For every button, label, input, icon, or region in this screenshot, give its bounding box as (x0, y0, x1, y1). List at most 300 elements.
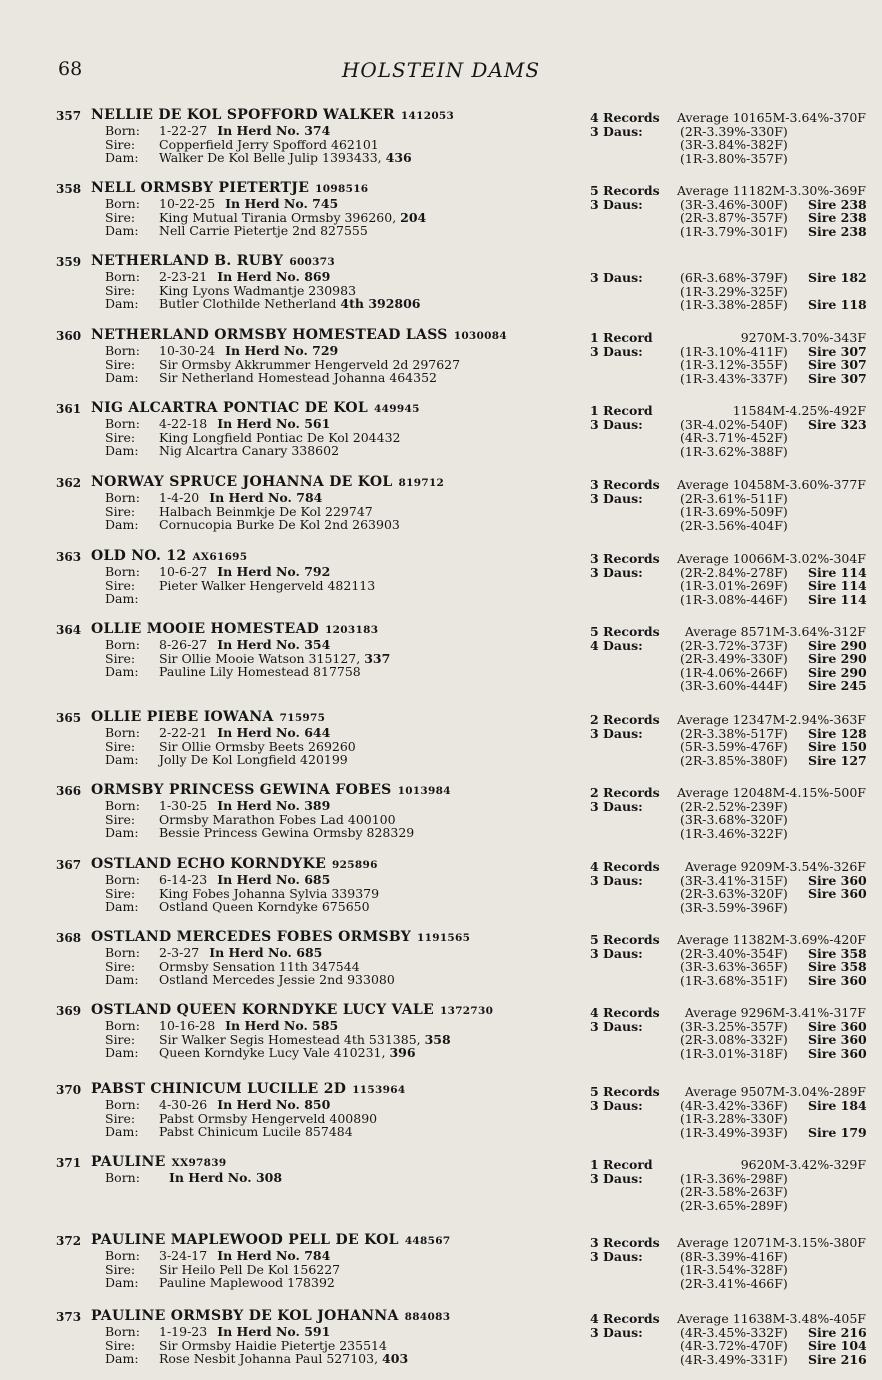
daughters-label: 3 Daus: (590, 945, 643, 961)
daughter-row (590, 1020, 872, 1034)
dam-label: Dam: (105, 443, 139, 459)
records-row (590, 1312, 872, 1326)
daughter-record: (1R-3.49%-393F) (680, 1124, 788, 1140)
daughter-sire: Sire 238 (808, 210, 867, 226)
entry-number: 368 (56, 931, 82, 945)
daughter-sire: Sire 360 (808, 1018, 867, 1034)
daughter-row (590, 1353, 872, 1367)
daughter-record: (3R-3.59%-396F) (680, 899, 788, 915)
herd-value: 729 (312, 343, 339, 358)
herd-label: In Herd No. (209, 945, 292, 960)
dam-details (91, 1003, 591, 1060)
dam-name: NELLIE DE KOL SPOFFORD WALKER (91, 107, 395, 123)
daughter-sire: Sire 307 (808, 370, 867, 386)
daughter-record: (3R-3.84%-382F) (680, 137, 788, 153)
records-count: 1 Record (590, 1157, 653, 1172)
daughters-label: 4 Daus: (590, 637, 643, 653)
daughter-row (590, 652, 872, 666)
production-records (590, 933, 872, 987)
born-line (91, 726, 591, 740)
sire-line (91, 284, 591, 298)
dam-name-line (91, 1233, 591, 1249)
sire-line (91, 138, 591, 152)
daughter-record: (2R-3.49%-330F) (680, 651, 788, 667)
records-average: Average 10165M-3.64%-370F (676, 110, 866, 125)
dam-details (91, 475, 591, 532)
records-row (590, 184, 872, 198)
records-count: 5 Records (590, 932, 660, 947)
records-average: Average 9296M-3.41%-317F (684, 1005, 866, 1020)
dam-name-line (91, 108, 591, 124)
daughters-label: 3 Daus: (590, 1324, 643, 1340)
daughter-row (590, 639, 872, 653)
herd-number (169, 1170, 282, 1185)
dam-label: Dam: (105, 223, 139, 239)
entry-number: 372 (56, 1234, 82, 1248)
dam-name: ORMSBY PRINCESS GEWINA FOBES (91, 782, 392, 798)
production-records (590, 1085, 872, 1139)
dam-details (91, 783, 591, 840)
registration-number: 1153964 (352, 1084, 406, 1096)
dam-name-line (91, 1155, 591, 1171)
daughter-row (590, 358, 872, 372)
entry-number: 371 (56, 1156, 82, 1170)
dam-parent-name: Cornucopia Burke De Kol 2nd 263903 (159, 517, 400, 533)
records-count: 5 Records (590, 624, 660, 639)
records-row (590, 1006, 872, 1020)
records-row (590, 478, 872, 492)
daughter-sire: Sire 245 (808, 678, 867, 694)
daughter-record: (3R-3.46%-300F) (680, 196, 788, 212)
daughter-sire: Sire 323 (808, 416, 867, 432)
dam-parent-name: Walker De Kol Belle Julip 1393433, (159, 150, 382, 166)
production-records (590, 625, 872, 693)
herd-value: 685 (296, 945, 323, 960)
born-label: Born: (105, 725, 140, 740)
daughters-label: 3 Daus: (590, 123, 643, 139)
born-label: Born: (105, 564, 140, 579)
born-label: Born: (105, 1097, 140, 1112)
born-label: Born: (105, 872, 140, 887)
records-average: Average 10066M-3.02%-304F (676, 551, 866, 566)
daughters-label: 3 Daus: (590, 798, 643, 814)
dam-line (91, 1276, 591, 1290)
herd-value: 374 (304, 123, 331, 138)
dam-name-line (91, 475, 591, 491)
daughter-record: (2R-3.87%-357F) (680, 210, 788, 226)
dam-name-line (91, 181, 591, 197)
dam-label: Dam: (105, 1275, 139, 1291)
sire-line (91, 1339, 591, 1353)
entry-number: 373 (56, 1310, 82, 1324)
dam-name: OLLIE MOOIE HOMESTEAD (91, 621, 320, 637)
daughter-record: (3R-3.63%-365F) (680, 959, 788, 975)
dam-name: PABST CHINICUM LUCILLE 2D (91, 1081, 347, 1097)
daughter-row (590, 754, 872, 768)
entry-number: 370 (56, 1083, 82, 1097)
sire-line (91, 887, 591, 901)
daughter-record: (1R-3.29%-325F) (680, 283, 788, 299)
production-records (590, 1158, 872, 1212)
dam-line (91, 973, 591, 987)
herd-label: In Herd No. (217, 872, 300, 887)
born-label: Born: (105, 637, 140, 652)
herd-value: 792 (304, 564, 331, 579)
dam-line (91, 592, 591, 606)
herd-label: In Herd No. (169, 1170, 252, 1185)
daughter-row (590, 960, 872, 974)
daughters-label: 3 Daus: (590, 343, 643, 359)
registration-number: 1203183 (325, 624, 379, 636)
sire-label: Sire: (105, 1261, 136, 1277)
born-label: Born: (105, 269, 140, 284)
sire-name: Ormsby Marathon Fobes Lad 400100 (159, 811, 396, 827)
production-records (590, 404, 872, 458)
dam-parent-name: Pauline Lily Homestead 817758 (159, 664, 361, 680)
daughter-sire: Sire 360 (808, 1032, 867, 1048)
daughter-record: (1R-3.01%-318F) (680, 1045, 788, 1061)
production-records (590, 111, 872, 165)
sire-label: Sire: (105, 282, 136, 298)
records-count: 2 Records (590, 712, 660, 727)
born-line (91, 1325, 591, 1339)
sire-label: Sire: (105, 577, 136, 593)
herd-label: In Herd No. (217, 1097, 300, 1112)
records-average: Average 11638M-3.48%-405F (676, 1311, 866, 1326)
born-label: Born: (105, 416, 140, 431)
sire-extra: 358 (424, 1031, 451, 1047)
entry-number: 358 (56, 182, 82, 196)
daughter-row (590, 593, 872, 607)
records-average: 11584M-4.25%-492F (732, 403, 866, 418)
registration-number: 448567 (404, 1235, 451, 1247)
daughter-sire: Sire 238 (808, 223, 867, 239)
daughter-record: (2R-3.39%-330F) (680, 123, 788, 139)
production-records (590, 1006, 872, 1060)
dam-name-line (91, 549, 591, 565)
dam-extra: 436 (385, 150, 412, 166)
daughter-record: (1R-3.38%-285F) (680, 297, 788, 313)
daughter-record: (2R-3.38%-517F) (680, 725, 788, 741)
daughter-record: (1R-3.62%-388F) (680, 443, 788, 459)
daughter-record: (1R-3.80%-357F) (680, 150, 788, 166)
daughter-sire: Sire 216 (808, 1324, 867, 1340)
daughter-row (590, 1099, 872, 1113)
sire-name: Copperfield Jerry Spofford 462101 (159, 136, 379, 152)
born-date: 1-19-23 (159, 1324, 208, 1339)
daughter-row (590, 740, 872, 754)
records-row (590, 933, 872, 947)
daughter-sire: Sire 290 (808, 637, 867, 653)
dam-details (91, 328, 591, 385)
herd-value: 354 (304, 637, 331, 652)
born-label: Born: (105, 1248, 140, 1263)
daughters-label: 3 Daus: (590, 416, 643, 432)
sire-name: Sir Ollie Mooie Watson 315127, (159, 650, 361, 666)
daughter-record: (2R-3.65%-289F) (680, 1197, 788, 1213)
born-line (91, 873, 591, 887)
records-count: 1 Record (590, 403, 653, 418)
records-row (590, 860, 872, 874)
born-label: Born: (105, 343, 140, 358)
dam-details (91, 549, 591, 606)
registration-number: 1013984 (397, 785, 451, 797)
dam-line (91, 371, 591, 385)
registration-number: 600373 (289, 256, 335, 268)
records-average: Average 12071M-3.15%-380F (676, 1235, 866, 1250)
herd-value: 745 (312, 196, 339, 211)
dam-name: OSTLAND MERCEDES FOBES ORMSBY (91, 929, 411, 945)
records-count: 1 Record (590, 330, 653, 345)
daughter-record: (3R-3.68%-320F) (680, 812, 788, 828)
herd-value: 308 (255, 1170, 283, 1185)
born-date: 10-30-24 (159, 343, 216, 358)
daughter-record: (2R-3.56%-404F) (680, 517, 788, 533)
dam-label: Dam: (105, 517, 139, 533)
daughter-row (590, 1047, 872, 1061)
entry-number: 360 (56, 329, 82, 343)
daughter-row (590, 1339, 872, 1353)
dam-name-line (91, 254, 591, 270)
sire-name: Ormsby Sensation 11th 347544 (159, 958, 360, 974)
born-label: Born: (105, 798, 140, 813)
born-date: 8-26-27 (159, 637, 208, 652)
daughter-record: (2R-3.58%-263F) (680, 1184, 788, 1200)
daughter-sire: Sire 360 (808, 972, 867, 988)
born-date: 10-16-28 (159, 1018, 216, 1033)
records-average: Average 9209M-3.54%-326F (684, 859, 866, 874)
sire-line (91, 505, 591, 519)
sire-label: Sire: (105, 1337, 136, 1353)
records-count: 3 Records (590, 1235, 660, 1250)
daughter-record: (2R-2.52%-239F) (680, 798, 788, 814)
dam-name-line (91, 930, 591, 946)
sire-label: Sire: (105, 356, 136, 372)
registration-number: 1372730 (439, 1005, 494, 1017)
daughter-row (590, 947, 872, 961)
daughters-label: 3 Daus: (590, 490, 643, 506)
daughter-record: (1R-3.68%-351F) (680, 972, 788, 988)
dam-label: Dam: (105, 664, 139, 680)
sire-label: Sire: (105, 503, 136, 519)
born-line (91, 491, 591, 505)
dam-name-line (91, 401, 591, 417)
entry-number: 369 (56, 1004, 82, 1018)
dam-label: Dam: (105, 825, 139, 841)
daughter-row (590, 887, 872, 901)
dam-label: Dam: (105, 1045, 139, 1061)
daughters-label: 3 Daus: (590, 1018, 643, 1034)
herd-label: In Herd No. (225, 343, 308, 358)
dam-name-line (91, 1082, 591, 1098)
born-label: Born: (105, 945, 140, 960)
daughter-record: (2R-2.84%-278F) (680, 564, 788, 580)
sire-extra: 337 (364, 650, 391, 666)
dam-label: Dam: (105, 591, 139, 607)
daughter-record: (3R-3.41%-315F) (680, 872, 788, 888)
herd-value: 389 (304, 798, 331, 813)
registration-number: 1030084 (453, 330, 507, 342)
herd-label: In Herd No. (217, 564, 300, 579)
daughter-row (590, 285, 872, 299)
sire-line (91, 652, 591, 666)
dam-parent-name: Nig Alcartra Canary 338602 (159, 443, 340, 459)
daughter-sire: Sire 238 (808, 196, 867, 212)
daughter-sire: Sire 114 (808, 564, 867, 580)
born-line (91, 565, 591, 579)
sire-name: Halbach Beinmkje De Kol 229747 (159, 503, 373, 519)
dam-name: PAULINE ORMSBY DE KOL JOHANNA (91, 1308, 399, 1324)
dam-name: OLLIE PIEBE IOWANA (91, 709, 274, 725)
born-date: 3-24-17 (159, 1248, 208, 1263)
sire-label: Sire: (105, 1031, 136, 1047)
entry-number: 359 (56, 255, 82, 269)
entry-number: 365 (56, 711, 82, 725)
dam-name: PAULINE MAPLEWOOD PELL DE KOL (91, 1232, 399, 1248)
entry-number: 366 (56, 784, 82, 798)
born-date: 4-22-18 (159, 416, 208, 431)
registration-number: XX97839 (171, 1157, 227, 1169)
daughter-row (590, 974, 872, 988)
records-row (590, 1236, 872, 1250)
dam-name-line (91, 1003, 591, 1019)
entry-number: 367 (56, 858, 82, 872)
born-line (91, 1098, 591, 1112)
daughter-sire: Sire 114 (808, 591, 867, 607)
records-count: 4 Records (590, 110, 660, 125)
herd-label: In Herd No. (217, 269, 300, 284)
daughter-record: (3R-4.02%-540F) (680, 416, 788, 432)
daughter-row (590, 138, 872, 152)
daughter-record: (1R-3.79%-301F) (680, 223, 788, 239)
born-line (91, 946, 591, 960)
daughter-sire: Sire 114 (808, 578, 867, 594)
production-records (590, 1312, 872, 1366)
born-date: 2-23-21 (159, 269, 208, 284)
daughters-label: 3 Daus: (590, 564, 643, 580)
daughter-record: (2R-3.08%-332F) (680, 1032, 788, 1048)
dam-details (91, 1309, 591, 1366)
dam-name-line (91, 1309, 591, 1325)
dam-name: PAULINE (91, 1154, 166, 1170)
born-label: Born: (105, 490, 140, 505)
records-row (590, 331, 872, 345)
daughter-row (590, 1263, 872, 1277)
sire-label: Sire: (105, 650, 136, 666)
records-row (590, 786, 872, 800)
born-date: 2-22-21 (159, 725, 208, 740)
born-line (91, 197, 591, 211)
sire-name: King Fobes Johanna Sylvia 339379 (159, 885, 380, 901)
daughter-row (590, 874, 872, 888)
sire-label: Sire: (105, 209, 136, 225)
daughter-row (590, 1126, 872, 1140)
dam-name: NIG ALCARTRA PONTIAC DE KOL (91, 400, 369, 416)
records-average: Average 12048M-4.15%-500F (676, 785, 866, 800)
daughters-label: 3 Daus: (590, 270, 643, 285)
registration-number: 1412053 (400, 110, 455, 122)
daughter-record: (2R-3.40%-354F) (680, 945, 788, 961)
dam-label: Dam: (105, 899, 139, 915)
dam-label: Dam: (105, 1124, 139, 1140)
herd-label: In Herd No. (225, 1018, 308, 1033)
dam-name-line (91, 328, 591, 344)
registration-number: 449945 (374, 403, 420, 415)
sire-line (91, 358, 591, 372)
dam-details (91, 622, 591, 679)
daughter-row (590, 1112, 872, 1126)
records-count: 4 Records (590, 1311, 660, 1326)
daughter-row (590, 679, 872, 693)
daughter-sire: Sire 179 (808, 1124, 867, 1140)
daughter-sire: Sire 184 (808, 1097, 867, 1113)
daughter-record: (2R-3.72%-373F) (680, 637, 788, 653)
sire-label: Sire: (105, 429, 136, 445)
herd-value: 784 (296, 490, 323, 505)
born-label: Born: (105, 123, 140, 138)
production-records (590, 184, 872, 238)
herd-value: 591 (304, 1324, 331, 1339)
daughter-row (590, 813, 872, 827)
dam-label: Dam: (105, 1351, 139, 1367)
sire-label: Sire: (105, 885, 136, 901)
sire-line (91, 431, 591, 445)
daughter-sire: Sire 358 (808, 945, 867, 961)
herd-value: 644 (304, 725, 331, 740)
registration-number: 715975 (279, 712, 326, 724)
dam-name: NETHERLAND B. RUBY (91, 253, 284, 269)
dam-parent-name: Bessie Princess Gewina Ormsby 828329 (159, 825, 415, 841)
entry-number: 364 (56, 623, 82, 637)
production-records (590, 786, 872, 840)
sire-label: Sire: (105, 136, 136, 152)
born-date: 1-22-27 (159, 123, 208, 138)
daughter-row (590, 1326, 872, 1340)
sire-extra: 204 (400, 209, 427, 225)
daughter-row (590, 125, 872, 139)
dam-extra: 4th 392806 (340, 296, 421, 312)
sire-line (91, 813, 591, 827)
daughter-row (590, 431, 872, 445)
born-date: 1-30-25 (159, 798, 208, 813)
sire-name: Sir Ollie Ormsby Beets 269260 (159, 738, 356, 754)
herd-value: 869 (304, 269, 331, 284)
records-count: 5 Records (590, 183, 660, 198)
daughter-sire: Sire 118 (808, 297, 867, 313)
dam-name: OSTLAND ECHO KORNDYKE (91, 856, 327, 872)
daughter-sire: Sire 307 (808, 343, 867, 359)
dam-details (91, 710, 591, 767)
dam-line (91, 1352, 591, 1366)
records-row (590, 625, 872, 639)
daughter-row (590, 1250, 872, 1264)
daughter-row (590, 418, 872, 432)
herd-label: In Herd No. (217, 637, 300, 652)
dam-line (91, 1046, 591, 1060)
herd-label: In Herd No. (217, 416, 300, 431)
born-date: 1-4-20 (159, 490, 200, 505)
daughter-record: (2R-3.41%-466F) (680, 1275, 788, 1291)
daughter-sire: Sire 182 (808, 270, 867, 285)
sire-name: Sir Ormsby Haidie Pietertje 235514 (159, 1337, 387, 1353)
daughter-sire: Sire 360 (808, 1045, 867, 1061)
born-date: 10-22-25 (159, 196, 216, 211)
born-line (91, 124, 591, 138)
sire-name: Sir Ormsby Akkrummer Hengerveld 2d 297627 (159, 356, 461, 372)
daughter-row (590, 519, 872, 533)
born-label: Born: (105, 1018, 140, 1033)
daughter-row (590, 345, 872, 359)
